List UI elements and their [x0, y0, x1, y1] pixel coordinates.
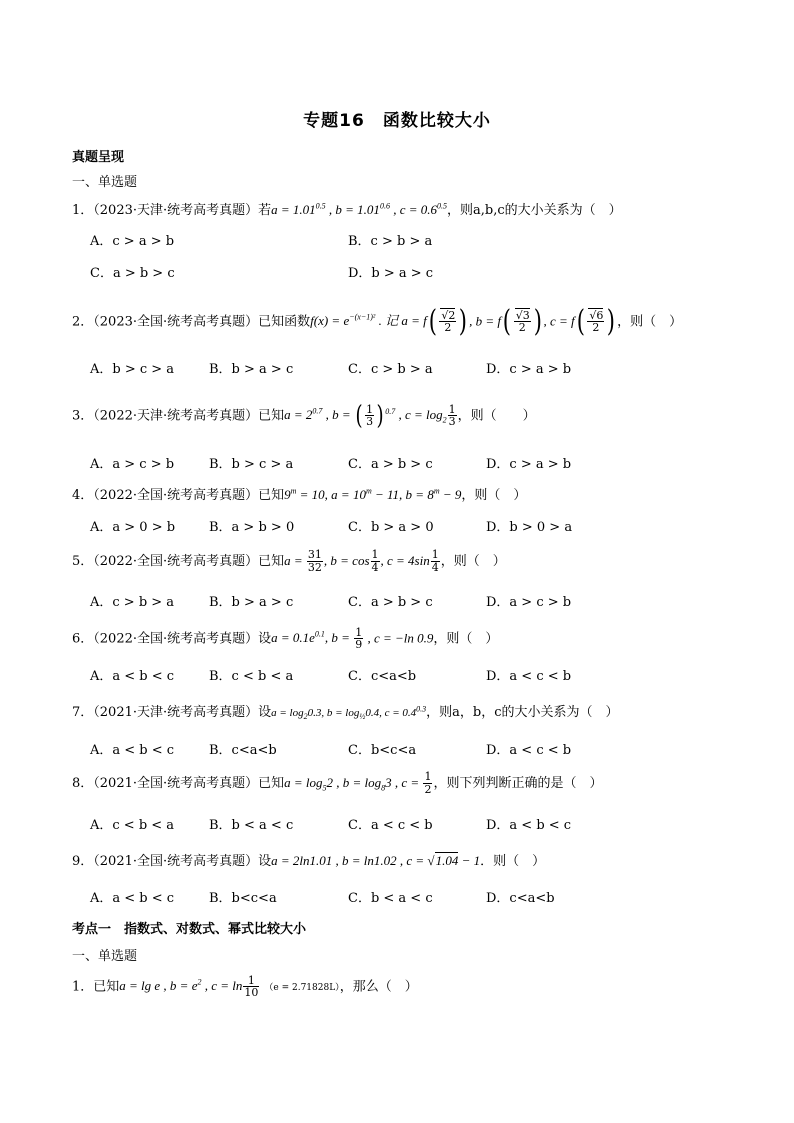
question-6: 6．（2022·全国·统考高考真题）设$a = 0.1e^{0.1}$, b = $\frac{1}{9}$ , c = −ln 0.9，则（ ） — [72, 625, 499, 652]
question-2-option-d[interactable]: D．c > a > b — [486, 362, 572, 377]
question-8-option-c[interactable]: C．a < c < b — [348, 818, 433, 833]
question-9-option-c[interactable]: C．b < a < c — [348, 891, 433, 906]
question-3-option-c[interactable]: C．a > b > c — [348, 457, 433, 472]
question-2-option-c[interactable]: C．c > b > a — [348, 362, 433, 377]
question-5: 5．（2022·全国·统考高考真题）已知a = $\frac{31}{32}$ , b = cos $\frac{1}{4}$ , c = 4sin $\frac{1}{4}$ ，则（ ） — [72, 548, 506, 574]
question-3-suffix: ，则（ ） — [457, 408, 536, 424]
question-6-prefix: 6．（2022·全国·统考高考真题）设 — [72, 631, 272, 647]
section-heading-real-exams: 真题呈现 — [72, 150, 125, 165]
question-8: 8．（2021·全国·统考高考真题）已知$a = \log_52$ , $b = \log_83$ , c = $\frac{1}{2}$ ，则下列判断正确的是（ ） — [72, 770, 603, 796]
question-9-prefix: 9．（2021·全国·统考高考真题）设 — [72, 854, 272, 869]
question-4: 4．（2022·全国·统考高考真题）已知$9^m = 10$, $a = 10^m - 11$, $b = 8^m - 9$，则（ ） — [72, 486, 527, 503]
question-9: 9．（2021·全国·统考高考真题）设a = 2ln1.01 , b = ln1.02 , c = √1.04 − 1．则（ ） — [72, 853, 546, 869]
page-title: 专题16 函数比较大小 — [303, 111, 491, 131]
question-6-suffix: ，则（ ） — [433, 631, 499, 647]
question-1-suffix: ，则a,b,c的大小关系为（ ） — [446, 203, 622, 218]
question-6-option-b[interactable]: B．c < b < a — [209, 669, 294, 684]
question-3-prefix: 3．（2022·天津·统考高考真题）已知 — [72, 408, 285, 424]
question-4-option-a[interactable]: A．a > 0 > b — [90, 520, 176, 535]
question-8-prefix: 8．（2021·全国·统考高考真题）已知 — [72, 776, 285, 791]
question-1-option-a[interactable]: A．c > a > b — [90, 234, 175, 249]
question-6-option-d[interactable]: D．a < c < b — [486, 669, 572, 684]
question-1-option-d[interactable]: D．b > a > c — [348, 266, 434, 281]
question-9-suffix: ．则（ ） — [480, 854, 546, 869]
subsection-single-choice: 一、单选题 — [72, 175, 138, 190]
question-9-option-a[interactable]: A．a < b < c — [90, 891, 175, 906]
question-8-option-a[interactable]: A．c < b < a — [90, 818, 175, 833]
question-2-option-a[interactable]: A．b > c > a — [90, 362, 175, 377]
question-4-option-b[interactable]: B．a > b > 0 — [209, 520, 295, 535]
practice-question-1-suffix: ，那么（ ） — [339, 979, 418, 995]
question-7-option-d[interactable]: D．a < c < b — [486, 743, 572, 758]
practice-question-1-note: （e = 2.71828L） — [264, 983, 340, 994]
question-5-option-c[interactable]: C．a > b > c — [348, 595, 433, 610]
question-6-option-a[interactable]: A．a < b < c — [90, 669, 175, 684]
question-9-option-d[interactable]: D．c<a<b — [486, 891, 555, 906]
question-5-option-d[interactable]: D．a > c > b — [486, 595, 572, 610]
question-2: 2．（2023·全国·统考高考真题）已知函数$f(x) = e^{-(x-1)^2}$ . 记 a = f( $\frac{√2}{2}$ ) , b = f( $\frac{√3}{2}$ ) , c = f( $\frac{√6}{2}$ ) ，则（ ） — [72, 303, 683, 339]
practice-question-1-prefix: 1．已知 — [72, 979, 120, 995]
question-1-math: $a = 1.01^{0.5}$ , $b = 1.01^{0.6}$ , $c = 0.6^{0.5}$ — [271, 201, 447, 217]
question-7-option-c[interactable]: C．b<c<a — [348, 743, 417, 758]
practice-question-1: 1．已知a = lg e , $b = e^2$ , c = ln $\frac{1}{10}$ （e = 2.71828L），那么（ ） — [72, 973, 418, 1000]
question-7-option-a[interactable]: A．a < b < c — [90, 743, 175, 758]
question-3-option-d[interactable]: D．c > a > b — [486, 457, 572, 472]
question-3-option-b[interactable]: B．b > c > a — [209, 457, 294, 472]
question-5-option-a[interactable]: A．c > b > a — [90, 595, 175, 610]
question-5-prefix: 5．（2022·全国·统考高考真题）已知 — [72, 554, 285, 569]
question-1 — [72, 199, 622, 218]
question-9-option-b[interactable]: B．b<c<a — [209, 891, 277, 906]
question-1-prefix: 1．（2023·天津·统考高考真题）若 — [72, 203, 272, 218]
question-2-suffix: ，则（ ） — [617, 314, 683, 330]
question-5-option-b[interactable]: B．b > a > c — [209, 595, 294, 610]
question-7-prefix: 7．（2021·天津·统考高考真题）设 — [72, 705, 272, 720]
question-1-option-c[interactable]: C．a > b > c — [90, 266, 175, 281]
question-6-option-c[interactable]: C．c<a<b — [348, 669, 417, 684]
question-8-option-b[interactable]: B．b < a < c — [209, 818, 294, 833]
question-3: 3．（2022·天津·统考高考真题）已知$a = 2^{0.7}$ , b = ( $\frac{1}{3}$ ) $^{0.7}$ , $c = \log_2$ $\frac{1}{3}$ ，则（ ） — [72, 400, 536, 431]
question-1-option-b[interactable]: B．c > b > a — [348, 234, 433, 249]
question-4-option-d[interactable]: D．b > 0 > a — [486, 520, 573, 535]
question-7-suffix: ，则a，b，c的大小关系为（ ） — [426, 705, 619, 720]
subsection-single-choice-2: 一、单选题 — [72, 949, 138, 964]
question-7-option-b[interactable]: B．c<a<b — [209, 743, 277, 758]
question-8-option-d[interactable]: D．a < b < c — [486, 818, 572, 833]
question-2-prefix: 2．（2023·全国·统考高考真题）已知函数 — [72, 314, 311, 330]
question-3-option-a[interactable]: A．a > c > b — [90, 457, 175, 472]
question-5-suffix: ，则（ ） — [440, 554, 506, 569]
question-4-option-c[interactable]: C．b > a > 0 — [348, 520, 434, 535]
section-heading-topic-1: 考点一 指数式、对数式、幂式比较大小 — [72, 922, 307, 937]
question-7: 7．（2021·天津·统考高考真题）设$a = \log_20.3$, $b = \log_{\frac{1}{2}}0.4$, $c = 0.4^{0.3}$，则a，b，c的大小关系为（ ） — [72, 704, 619, 722]
question-2-option-b[interactable]: B．b > a > c — [209, 362, 294, 377]
question-8-suffix: ，则下列判断正确的是（ ） — [433, 776, 603, 791]
question-4-suffix: ，则（ ） — [461, 488, 527, 503]
question-4-prefix: 4．（2022·全国·统考高考真题）已知 — [72, 488, 285, 503]
question-2-math: f — [310, 313, 314, 329]
